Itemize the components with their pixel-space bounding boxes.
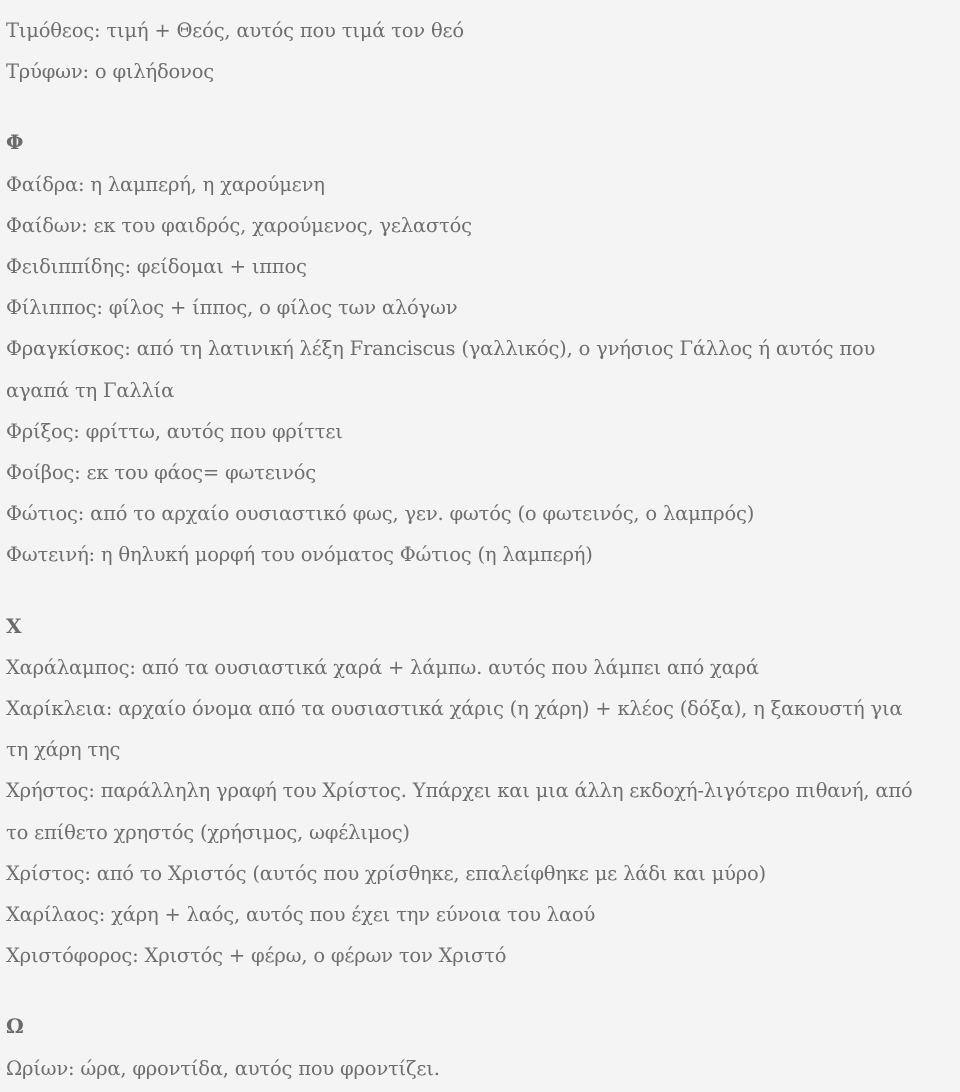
name-entry-tryfon: Τρύφων: ο φιλήδονος	[6, 60, 214, 84]
name-entry: Φωτεινή: η θηλυκή μορφή του ονόματος Φώτιος (η λαμπερή)	[6, 543, 593, 567]
name-entry-continuation: τη χάρη της	[6, 738, 121, 762]
top-spacer	[6, 0, 958, 10]
name-entry: Χαρίλαος: χάρη + λαός, αυτός που έχει την εύνοια του λαού	[6, 903, 596, 927]
name-entry: Φαίδων: εκ του φαιδρός, χαρούμενος, γελαστός	[6, 213, 472, 237]
name-entry: Ωρίων: ώρα, φροντίδα, αυτός που φροντίζει.	[6, 1056, 440, 1080]
name-entry: Χρίστος: από το Χριστός (αυτός που χρίσθηκε, επαλείφθηκε με λάδι και μύρο)	[6, 861, 766, 885]
section-heading-chi: Χ	[6, 613, 22, 638]
name-entry: Χρήστος: παράλληλη γραφή του Χρίστος. Υπάρχει και μια άλλη εκδοχή-λιγότερο πιθανή, από	[6, 779, 913, 803]
section-spacer	[6, 976, 958, 1006]
name-entry: Φρίξος: φρίττω, αυτός που φρίττει	[6, 419, 343, 443]
section-heading-phi: Φ	[6, 130, 24, 155]
name-entry: Φειδιππίδης: φείδομαι + ιππος	[6, 255, 307, 279]
name-entry: Χριστόφορος: Χριστός + φέρω, ο φέρων τον Χριστό	[6, 944, 507, 968]
document-page	[6, 0, 958, 1089]
name-entry: Φίλιππος: φίλος + ίππος, ο φίλος των αλόγων	[6, 296, 458, 320]
name-entry: Χαρίκλεια: αρχαίο όνομα από τα ουσιαστικά χάρις (η χάρη) + κλέος (δόξα), η ξακουστή για	[6, 697, 903, 721]
name-entry: Φαίδρα: η λαμπερή, η χαρούμενη	[6, 172, 325, 196]
section-spacer	[6, 92, 958, 122]
name-entry-timotheos: Τιμόθεος: τιμή + Θεός, αυτός που τιμά τον θεό	[6, 19, 464, 42]
section-spacer	[6, 576, 958, 606]
name-entry: Φώτιος: από το αρχαίο ουσιαστικό φως, γεν. φωτός (ο φωτεινός, ο λαμπρός)	[6, 502, 755, 526]
name-entry-continuation: το επίθετο χρηστός (χρήσιμος, ωφέλιμος)	[6, 820, 410, 844]
name-entry: Φοίβος: εκ του φάος= φωτεινός	[6, 461, 316, 485]
section-heading-omega: Ω	[6, 1014, 24, 1039]
name-entry-continuation: αγαπά τη Γαλλία	[6, 378, 175, 402]
name-entry: Χαράλαμπος: από τα ουσιαστικά χαρά + λάμπω. αυτός που λάμπει από χαρά	[6, 655, 759, 679]
name-entry: Φραγκίσκος: από τη λατινική λέξη Franciscus (γαλλικός), ο γνήσιος Γάλλος ή αυτός που	[6, 337, 876, 361]
